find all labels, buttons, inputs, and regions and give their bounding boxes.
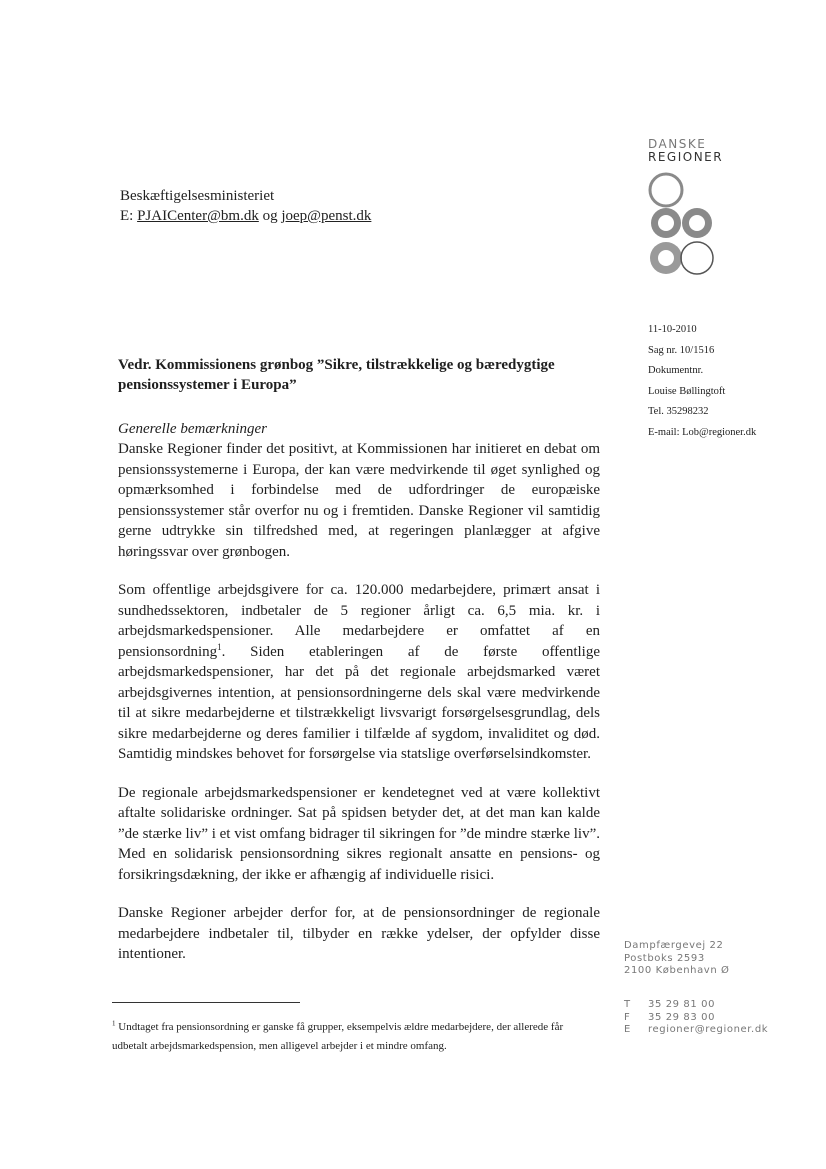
- footnote-reference[interactable]: 1: [217, 641, 222, 652]
- email-conjunction: og: [258, 208, 282, 224]
- paragraph-2-part-a: Som offentlige arbejdsgivere for ca. 120.000 medarbejdere, primært ansat i sundhedssektoren, indbetaler de 5 regioner årligt ca. 6,5 mia. kr. i arbejdsmarkedspensioner. Alle medarbejdere er omfattet af en pensionsordning: [118, 582, 600, 660]
- logo-circle-mid-left-hole: [658, 215, 674, 231]
- meta-document-number: Dokumentnr.: [648, 365, 704, 376]
- logo-circle-bottom-right: [681, 242, 713, 274]
- recipient-email-line: [120, 206, 371, 226]
- footnote-divider: [112, 1002, 300, 1003]
- sender-contact: [624, 999, 768, 1037]
- email-link-1[interactable]: PJAICenter@bm.dk: [137, 208, 259, 224]
- footnote-number: 1: [112, 1019, 116, 1028]
- logo-line-1: DANSKE: [648, 137, 707, 151]
- contact-phone-row: [624, 999, 768, 1012]
- logo-wordmark: [648, 138, 758, 164]
- contact-fax-value: 35 29 83 00: [648, 1011, 716, 1023]
- address-pobox: Postboks 2593: [624, 952, 705, 964]
- address-street: Dampfærgevej 22: [624, 940, 724, 951]
- contact-email-row: [624, 1024, 768, 1037]
- footnote-text: Undtaget fra pensionsordning er ganske få grupper, eksempelvis ældre medarbejdere, der allerede får udbetalt arbejdsmarkedspension, men alligevel arbejder i et mindre omfang.: [112, 1021, 564, 1052]
- meta-case-number: Sag nr. 10/1516: [648, 344, 715, 356]
- contact-fax-label: F: [624, 1011, 631, 1023]
- paragraph-1: Danske Regioner finder det positivt, at Kommissionen har initieret en debat om pensionssystemerne i Europa, der kan være medvirkende til øget synlighed og opmærksomhed i forbindelse med de udfordringer de europæiske pensionssystemer står overfor nu og i fremtiden. Danske Regioner vil samtidig gerne udtrykke sin tilfredshed med, at regeringen planlægger at afgive høringssvar over grønbogen.: [118, 441, 600, 560]
- logo-circle-bottom-left-hole: [658, 250, 674, 266]
- letter-body: [118, 355, 600, 965]
- recipient-name: Beskæftigelsesministeriet: [120, 188, 275, 204]
- contact-phone-value: 35 29 81 00: [648, 999, 716, 1010]
- email-link-2[interactable]: joep@penst.dk: [281, 208, 372, 224]
- recipient-block: [120, 186, 371, 226]
- paragraph-3: De regionale arbejdsmarkedspensioner er kendetegnet ved at være kollektivt aftalte solidariske ordninger. Sat på spidsen betyder det, at det man kan kalde ”de stærke liv” i et vist omfang bidrager til sikringen for ”de mindre stærke liv”. Med en solidarisk pensionsordning sikres regionalt ansatte en pensions- og forsikringsdækning, der ikke er afhængig af individuelle risici.: [118, 784, 600, 883]
- letter-subject: Vedr. Kommissionens grønbog ”Sikre, tilstrækkelige og bæredygtige pensionssystemer i Europa”: [118, 357, 555, 393]
- logo-circle-mid-right-hole: [689, 215, 705, 231]
- contact-email-label: E: [624, 1024, 631, 1035]
- meta-email: E-mail: Lob@regioner.dk: [648, 426, 757, 438]
- meta-phone: Tel. 35298232: [648, 406, 709, 417]
- section-heading: Generelle bemærkninger: [118, 421, 267, 437]
- paragraph-4: Danske Regioner arbejder derfor for, at de pensionsordninger de regionale medarbejdere indbetaler til, tilbyder en række ydelser, der opfylder disse intentioner.: [118, 905, 600, 962]
- footnote: [112, 1018, 600, 1056]
- address-city: 2100 København Ø: [624, 965, 730, 976]
- paragraph-2: [118, 580, 600, 765]
- contact-fax-row: [624, 1012, 768, 1025]
- document-meta: [648, 320, 756, 443]
- logo-line-2: REGIONER: [648, 150, 724, 164]
- sender-address: [624, 940, 730, 978]
- meta-contact-person: Louise Bøllingtoft: [648, 385, 726, 397]
- contact-phone-label: T: [624, 999, 631, 1010]
- danske-regioner-logo-icon: [642, 170, 732, 280]
- email-prefix: E:: [120, 208, 138, 224]
- meta-date: 11-10-2010: [648, 324, 697, 335]
- logo-circle-top: [650, 174, 682, 206]
- paragraph-2-part-b: . Siden etableringen af de første offentlige arbejdsmarkedspensioner, har det på det regionale arbejdsmarked været arbejdsgivernes intention, at pensionsordningerne dels skal være medvirkende til at sikre medarbejderne et tilstrækkeligt livsvarigt forsørgelsesgrundlag, dels sikre medarbejderne og deres familier i tilfælde af sygdom, invaliditet og død. Samtidig mindskes behovet for forsørgelse via statslige overførselsindkomster.: [118, 643, 600, 762]
- contact-email-value[interactable]: regioner@regioner.dk: [648, 1024, 769, 1035]
